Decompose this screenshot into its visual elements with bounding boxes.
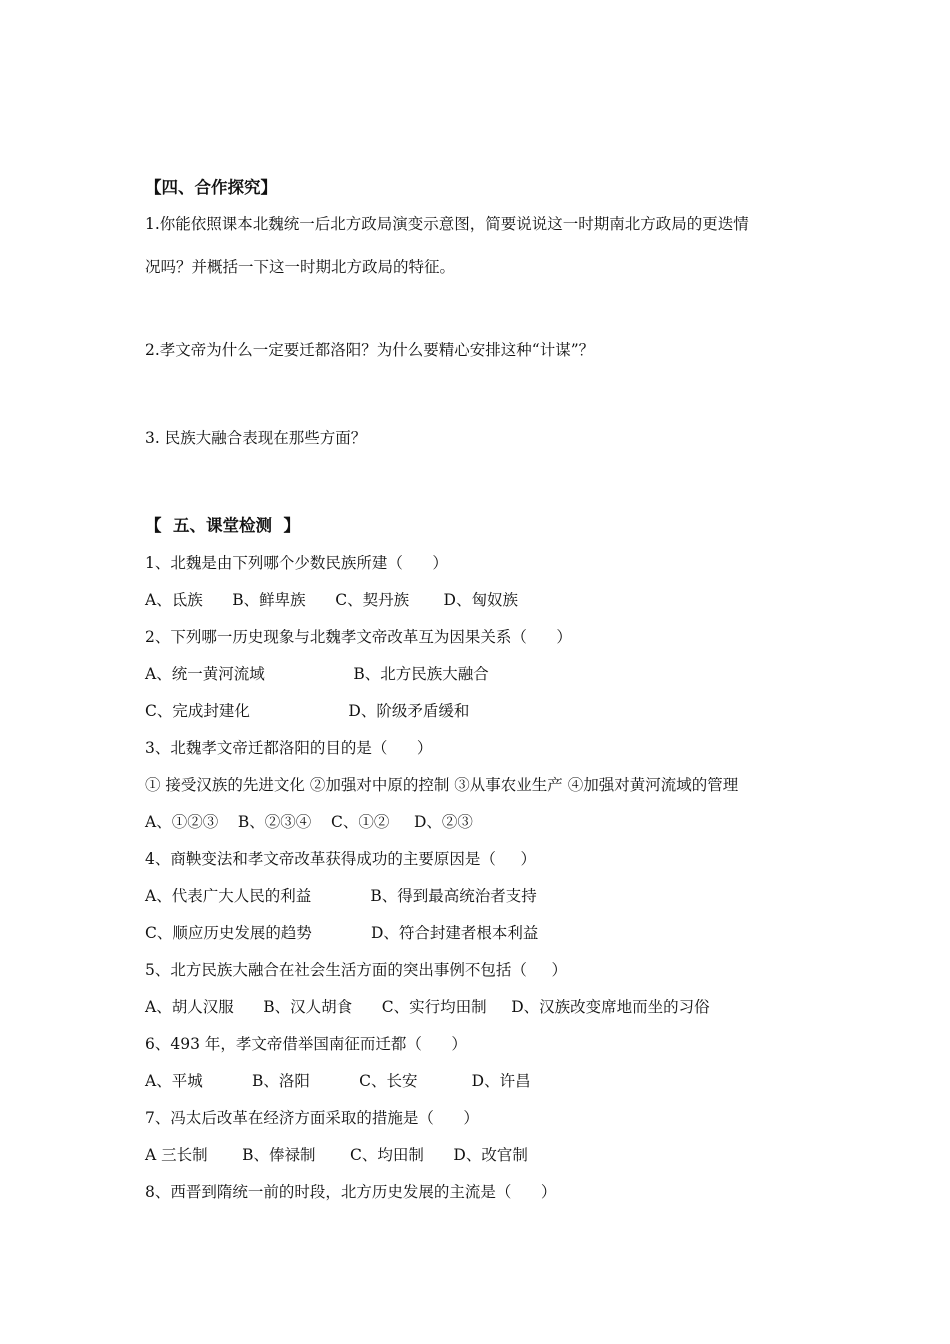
section-five-heading: 【 五、课堂检测 】 [145, 516, 300, 535]
quiz-line: A、①②③ B、②③④ C、①② D、②③ [145, 813, 473, 831]
quiz-line: 8、西晋到隋统一前的时段，北方历史发展的主流是（ ） [145, 1183, 557, 1201]
question-1-line-2: 况吗？并概括一下这一时期北方政局的特征。 [145, 258, 456, 276]
quiz-line: 1、北魏是由下列哪个少数民族所建（ ） [145, 554, 448, 572]
quiz-line: 6、493 年，孝文帝借举国南征而迁都（ ） [145, 1035, 467, 1053]
quiz-line: 5、北方民族大融合在社会生活方面的突出事例不包括（ ） [145, 961, 567, 979]
quiz-line: 2、下列哪一历史现象与北魏孝文帝改革互为因果关系（ ） [145, 628, 572, 646]
quiz-line: A 三长制 B、俸禄制 C、均田制 D、改官制 [145, 1146, 528, 1164]
quiz-line: A、统一黄河流域 B、北方民族大融合 [145, 665, 489, 683]
quiz-line: C、顺应历史发展的趋势 D、符合封建者根本利益 [145, 924, 539, 942]
question-2: 2.孝文帝为什么一定要迁都洛阳？为什么要精心安排这种“计谋”？ [145, 341, 595, 359]
quiz-line: ① 接受汉族的先进文化 ②加强对中原的控制 ③从事农业生产 ④加强对黄河流域的管理 [145, 776, 739, 794]
quiz-line: A、氐族 B、鲜卑族 C、契丹族 D、匈奴族 [145, 591, 518, 609]
question-3: 3. 民族大融合表现在那些方面？ [145, 429, 367, 447]
quiz-line: A、代表广大人民的利益 B、得到最高统治者支持 [145, 887, 537, 905]
quiz-line: C、完成封建化 D、阶级矛盾缓和 [145, 702, 470, 720]
quiz-line: A、平城 B、洛阳 C、长安 D、许昌 [145, 1072, 531, 1090]
quiz-line: 3、北魏孝文帝迁都洛阳的目的是（ ） [145, 739, 433, 757]
section-four-heading: 【四、合作探究】 [145, 178, 277, 197]
question-1-line-1: 1.你能依照课本北魏统一后北方政局演变示意图，简要说说这一时期南北方政局的更迭情 [145, 215, 749, 233]
quiz-line: 4、商鞅变法和孝文帝改革获得成功的主要原因是（ ） [145, 850, 536, 868]
quiz-line: A、胡人汉服 B、汉人胡食 C、实行均田制 D、汉族改变席地而坐的习俗 [145, 998, 710, 1016]
quiz-line: 7、冯太后改革在经济方面采取的措施是（ ） [145, 1109, 479, 1127]
